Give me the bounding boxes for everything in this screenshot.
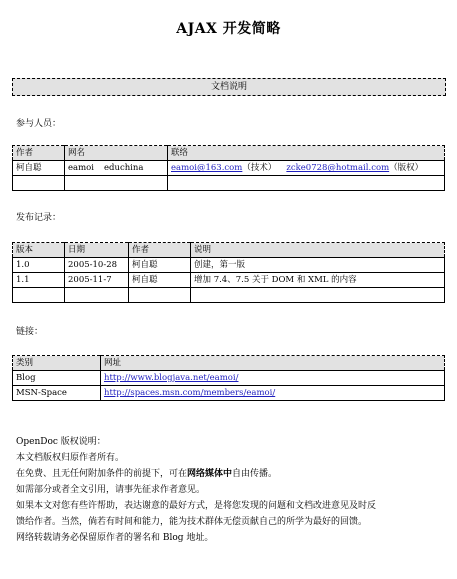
text-span: 在免费、且无任何附加条件的前提下，可在 <box>16 469 188 479</box>
releases-label: 发布记录： <box>16 213 62 223</box>
email-link[interactable]: zcke0728@hotmail.com <box>286 163 390 173</box>
column-header: 网名 <box>65 146 168 161</box>
contact-cell <box>168 161 445 176</box>
note-cell: 增加 7.4、7.5 关于 DOM 和 XML 的内容 <box>191 273 445 288</box>
table-row <box>13 371 445 386</box>
category-cell: MSN-Space <box>13 386 101 401</box>
bold-text: 网络媒体中 <box>187 469 233 479</box>
column-header: 作者 <box>129 243 191 258</box>
column-header: 类别 <box>13 356 101 371</box>
license-heading: OpenDoc 版权说明： <box>16 437 106 447</box>
date-cell: 2005-11-7 <box>65 273 129 288</box>
links-table <box>12 355 445 401</box>
nickname: eamoi <box>68 163 94 173</box>
column-header: 网址 <box>101 356 445 371</box>
table-row <box>13 258 445 273</box>
license-line <box>16 466 436 482</box>
email-note: （技术） <box>242 163 277 173</box>
nickname: educhina <box>104 163 144 173</box>
version-cell: 1.1 <box>13 273 65 288</box>
column-header: 说明 <box>191 243 445 258</box>
license-line: 如需部分或者全文引用，请事先征求作者意见。 <box>16 485 206 495</box>
category-cell: Blog <box>13 371 101 386</box>
author-cell: 柯自聪 <box>129 273 191 288</box>
email-note: （版权） <box>389 163 424 173</box>
blog-link[interactable]: http://www.blogjava.net/eamoi/ <box>104 373 239 383</box>
page-title: AJAX 开发简略 <box>176 21 281 37</box>
column-header: 日期 <box>65 243 129 258</box>
url-cell <box>101 371 445 386</box>
author-cell: 柯自聪 <box>129 258 191 273</box>
license-line: 本文档版权归原作者所有。 <box>16 453 125 463</box>
version-cell: 1.0 <box>13 258 65 273</box>
table-row <box>13 288 445 303</box>
note-cell: 创建，第一版 <box>191 258 445 273</box>
table-header-row <box>13 146 445 161</box>
license-section <box>16 434 436 546</box>
column-header: 联络 <box>168 146 445 161</box>
table-row <box>13 176 445 191</box>
column-header: 作者 <box>13 146 65 161</box>
msn-space-link[interactable]: http://spaces.msn.com/members/eamoi/ <box>104 388 276 398</box>
text-span: 自由传播。 <box>232 469 278 479</box>
url-cell <box>101 386 445 401</box>
column-header: 版本 <box>13 243 65 258</box>
license-line: 网络转载请务必保留原作者的署名和 Blog 地址。 <box>16 533 214 543</box>
links-label: 链接： <box>16 327 44 337</box>
nickname-cell <box>65 161 168 176</box>
releases-table <box>12 242 445 303</box>
participants-label: 参与人员： <box>16 119 62 129</box>
table-row <box>13 161 445 176</box>
date-cell: 2005-10-28 <box>65 258 129 273</box>
table-row <box>13 386 445 401</box>
author-cell: 柯自聪 <box>13 161 65 176</box>
license-line: 如果本文对您有些许帮助，表达谢意的最好方式，是将您发现的问题和文档改进意见及时反 <box>16 501 377 511</box>
email-link[interactable]: eamoi@163.com <box>171 163 243 173</box>
table-row <box>13 273 445 288</box>
doc-description-header: 文档说明 <box>12 78 446 96</box>
table-header-row <box>13 356 445 371</box>
participants-table <box>12 145 445 191</box>
license-line: 馈给作者。当然，倘若有时间和能力，能为技术群体无偿贡献自己的所学为最好的回馈。 <box>16 517 368 527</box>
table-header-row <box>13 243 445 258</box>
